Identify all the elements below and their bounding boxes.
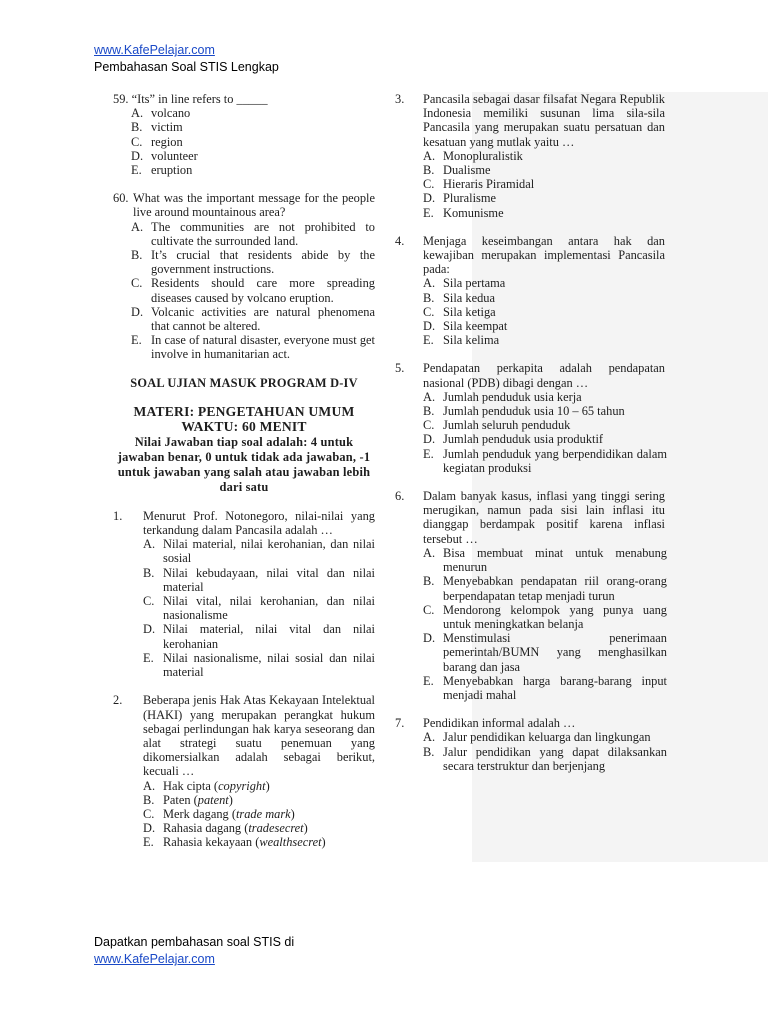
option-b: B. Sila kedua: [423, 290, 495, 305]
question-stem: Dalam banyak kasus, inflasi yang tinggi sering merugikan, namun pada sisi lain inflasi itu dianggap berdampak positif karena inflasi tersebut …: [423, 489, 665, 546]
option-e: E. Rahasia kekayaan (wealthsecret): [143, 835, 326, 850]
option-d: D. Nilai material, nilai vital dan nilai kerohanian: [143, 622, 375, 651]
question-number: 3.: [395, 92, 405, 106]
scoring-rules: Nilai Jawaban tiap soal adalah: 4 untuk jawaban benar, 0 untuk tidak ada jawaban, -1 untuk jawaban yang salah atau jawaban lebih dari satu: [117, 434, 371, 494]
option-e: E. Sila kelima: [423, 333, 500, 348]
option-b: B. It’s crucial that residents abide by the government instructions.: [131, 248, 375, 277]
question-7: [395, 716, 767, 773]
scanned-exam-page: [97, 84, 768, 862]
option-a: A. Nilai material, nilai kerohanian, dan nilai sosial: [143, 537, 375, 566]
option-e: E. In case of natural disaster, everyone must get involve in humanitarian act.: [131, 333, 375, 362]
question-number: 1.: [113, 508, 123, 523]
materi-heading: MATERI: PENGETAHUAN UMUM: [133, 403, 355, 419]
option-b: B. Jumlah penduduk usia 10 – 65 tahun: [423, 404, 625, 419]
question-number: 5.: [395, 361, 405, 376]
header-link[interactable]: www.KafePelajar.com: [94, 43, 215, 57]
page-header: [94, 42, 279, 76]
option-b: B. victim: [131, 120, 183, 135]
option-b: B. Jalur pendidikan yang dapat dilaksankan secara terstruktur dan berjenjang: [423, 744, 667, 773]
section-title: SOAL UJIAN MASUK PROGRAM D-IV: [130, 375, 358, 390]
option-c: C. Sila ketiga: [423, 304, 496, 319]
option-d: D. Jumlah penduduk usia produktif: [423, 432, 604, 447]
option-e: E. eruption: [131, 163, 193, 178]
option-a: A. The communities are not prohibited to cultivate the surrounded land.: [131, 219, 375, 248]
option-d: D. Volcanic activities are natural phenomena that cannot be altered.: [131, 304, 375, 334]
option-e: E. Menyebabkan harga barang-barang input menjadi mahal: [423, 673, 667, 702]
option-e: E. Nilai nasionalisme, nilai sosial dan nilai material: [143, 650, 375, 680]
option-c: C. Nilai vital, nilai kerohanian, dan nilai nasionalisme: [143, 594, 375, 623]
question-stem: Beberapa jenis Hak Atas Kekayaan Intelektual (HAKI) yang merupakan perangkat hukum sebagai perlindungan hak karya seseorang dan alat strategi suatu penemuan yang dikomersialkan adalah sebagai berikut, kecuali …: [143, 693, 375, 779]
option-a: A. Monopluralistik: [423, 148, 523, 163]
question-number: 6.: [395, 489, 405, 504]
option-c: C. Hieraris Piramidal: [423, 177, 535, 192]
option-b: B. Menyebabkan pendapatan riil orang-orang berpendapatan tetap menjadi turun: [423, 574, 667, 603]
option-b: B. Dualisme: [423, 163, 491, 178]
footer-link[interactable]: www.KafePelajar.com: [94, 952, 215, 966]
option-d: D. Sila keempat: [423, 319, 508, 334]
option-a: A. Jumlah penduduk usia kerja: [423, 389, 582, 404]
question-stem: “Its” in line refers to _____: [131, 92, 268, 106]
option-e: E. Komunisme: [423, 205, 504, 220]
option-a: A. Bisa membuat minat untuk menabung menurun: [423, 545, 667, 575]
question-1: [113, 509, 375, 679]
option-d: D. Pluralisme: [423, 191, 496, 206]
option-a: A. Sila pertama: [423, 276, 506, 291]
option-c: C. Residents should care more spreading diseases caused by volcano eruption.: [131, 276, 375, 305]
waktu-heading: WAKTU: 60 MENIT: [181, 418, 307, 434]
question-stem: Pendidikan informal adalah …: [423, 716, 576, 731]
question-stem: Pancasila sebagai dasar filsafat Negara Republik Indonesia memiliki susunan lima sila-sila Pancasila yang merupakan suatu persatuan dan kesatuan yang mutlak yaitu …: [423, 92, 665, 149]
option-d: D. Menstimulasi penerimaan pemerintah/BUMN yang menghasilkan barang dan jasa: [423, 631, 667, 674]
option-b: B. Paten (patent): [143, 792, 233, 807]
question-59: [113, 92, 375, 177]
question-2: [113, 693, 375, 849]
question-stem: Menurut Prof. Notonegoro, nilai-nilai yang terkandung dalam Pancasila adalah …: [143, 508, 375, 538]
option-e: E. Jumlah penduduk yang berpendidikan dalam kegiatan produksi: [423, 446, 667, 475]
question-3: [395, 92, 767, 220]
question-number: 4.: [395, 233, 405, 248]
question-6: [395, 489, 767, 702]
option-c: C. Mendorong kelompok yang punya uang untuk meningkatkan belanja: [423, 602, 667, 631]
right-column: [395, 92, 767, 773]
question-stem: Pendapatan perkapita adalah pendapatan nasional (PDB) dibagi dengan …: [423, 361, 665, 390]
left-column: [113, 92, 375, 850]
header-subtitle: Pembahasan Soal STIS Lengkap: [94, 60, 279, 74]
option-c: C. region: [131, 134, 183, 149]
option-d: D. volunteer: [131, 148, 198, 163]
option-a: A. Hak cipta (copyright): [143, 778, 270, 793]
question-stem: What was the important message for the people live around mountainous area?: [133, 191, 375, 220]
question-number: 60.: [113, 191, 129, 206]
page-footer: [94, 934, 294, 968]
option-b: B. Nilai kebudayaan, nilai vital dan nilai material: [143, 565, 375, 594]
option-c: C. Merk dagang (trade mark): [143, 806, 295, 821]
option-d: D. Rahasia dagang (tradesecret): [143, 821, 308, 836]
question-4: [395, 234, 767, 348]
option-a: A. Jalur pendidikan keluarga dan lingkungan: [423, 730, 651, 745]
option-c: C. Jumlah seluruh penduduk: [423, 418, 571, 433]
footer-text: Dapatkan pembahasan soal STIS di: [94, 935, 295, 949]
question-stem: Menjaga keseimbangan antara hak dan kewajiban merupakan implementasi Pancasila pada:: [423, 233, 665, 277]
question-number: 59.: [113, 92, 129, 106]
question-60: [113, 191, 375, 361]
question-number: 2.: [113, 693, 123, 708]
question-number: 7.: [395, 716, 405, 731]
question-5: [395, 361, 767, 475]
option-a: A. volcano: [131, 106, 191, 121]
